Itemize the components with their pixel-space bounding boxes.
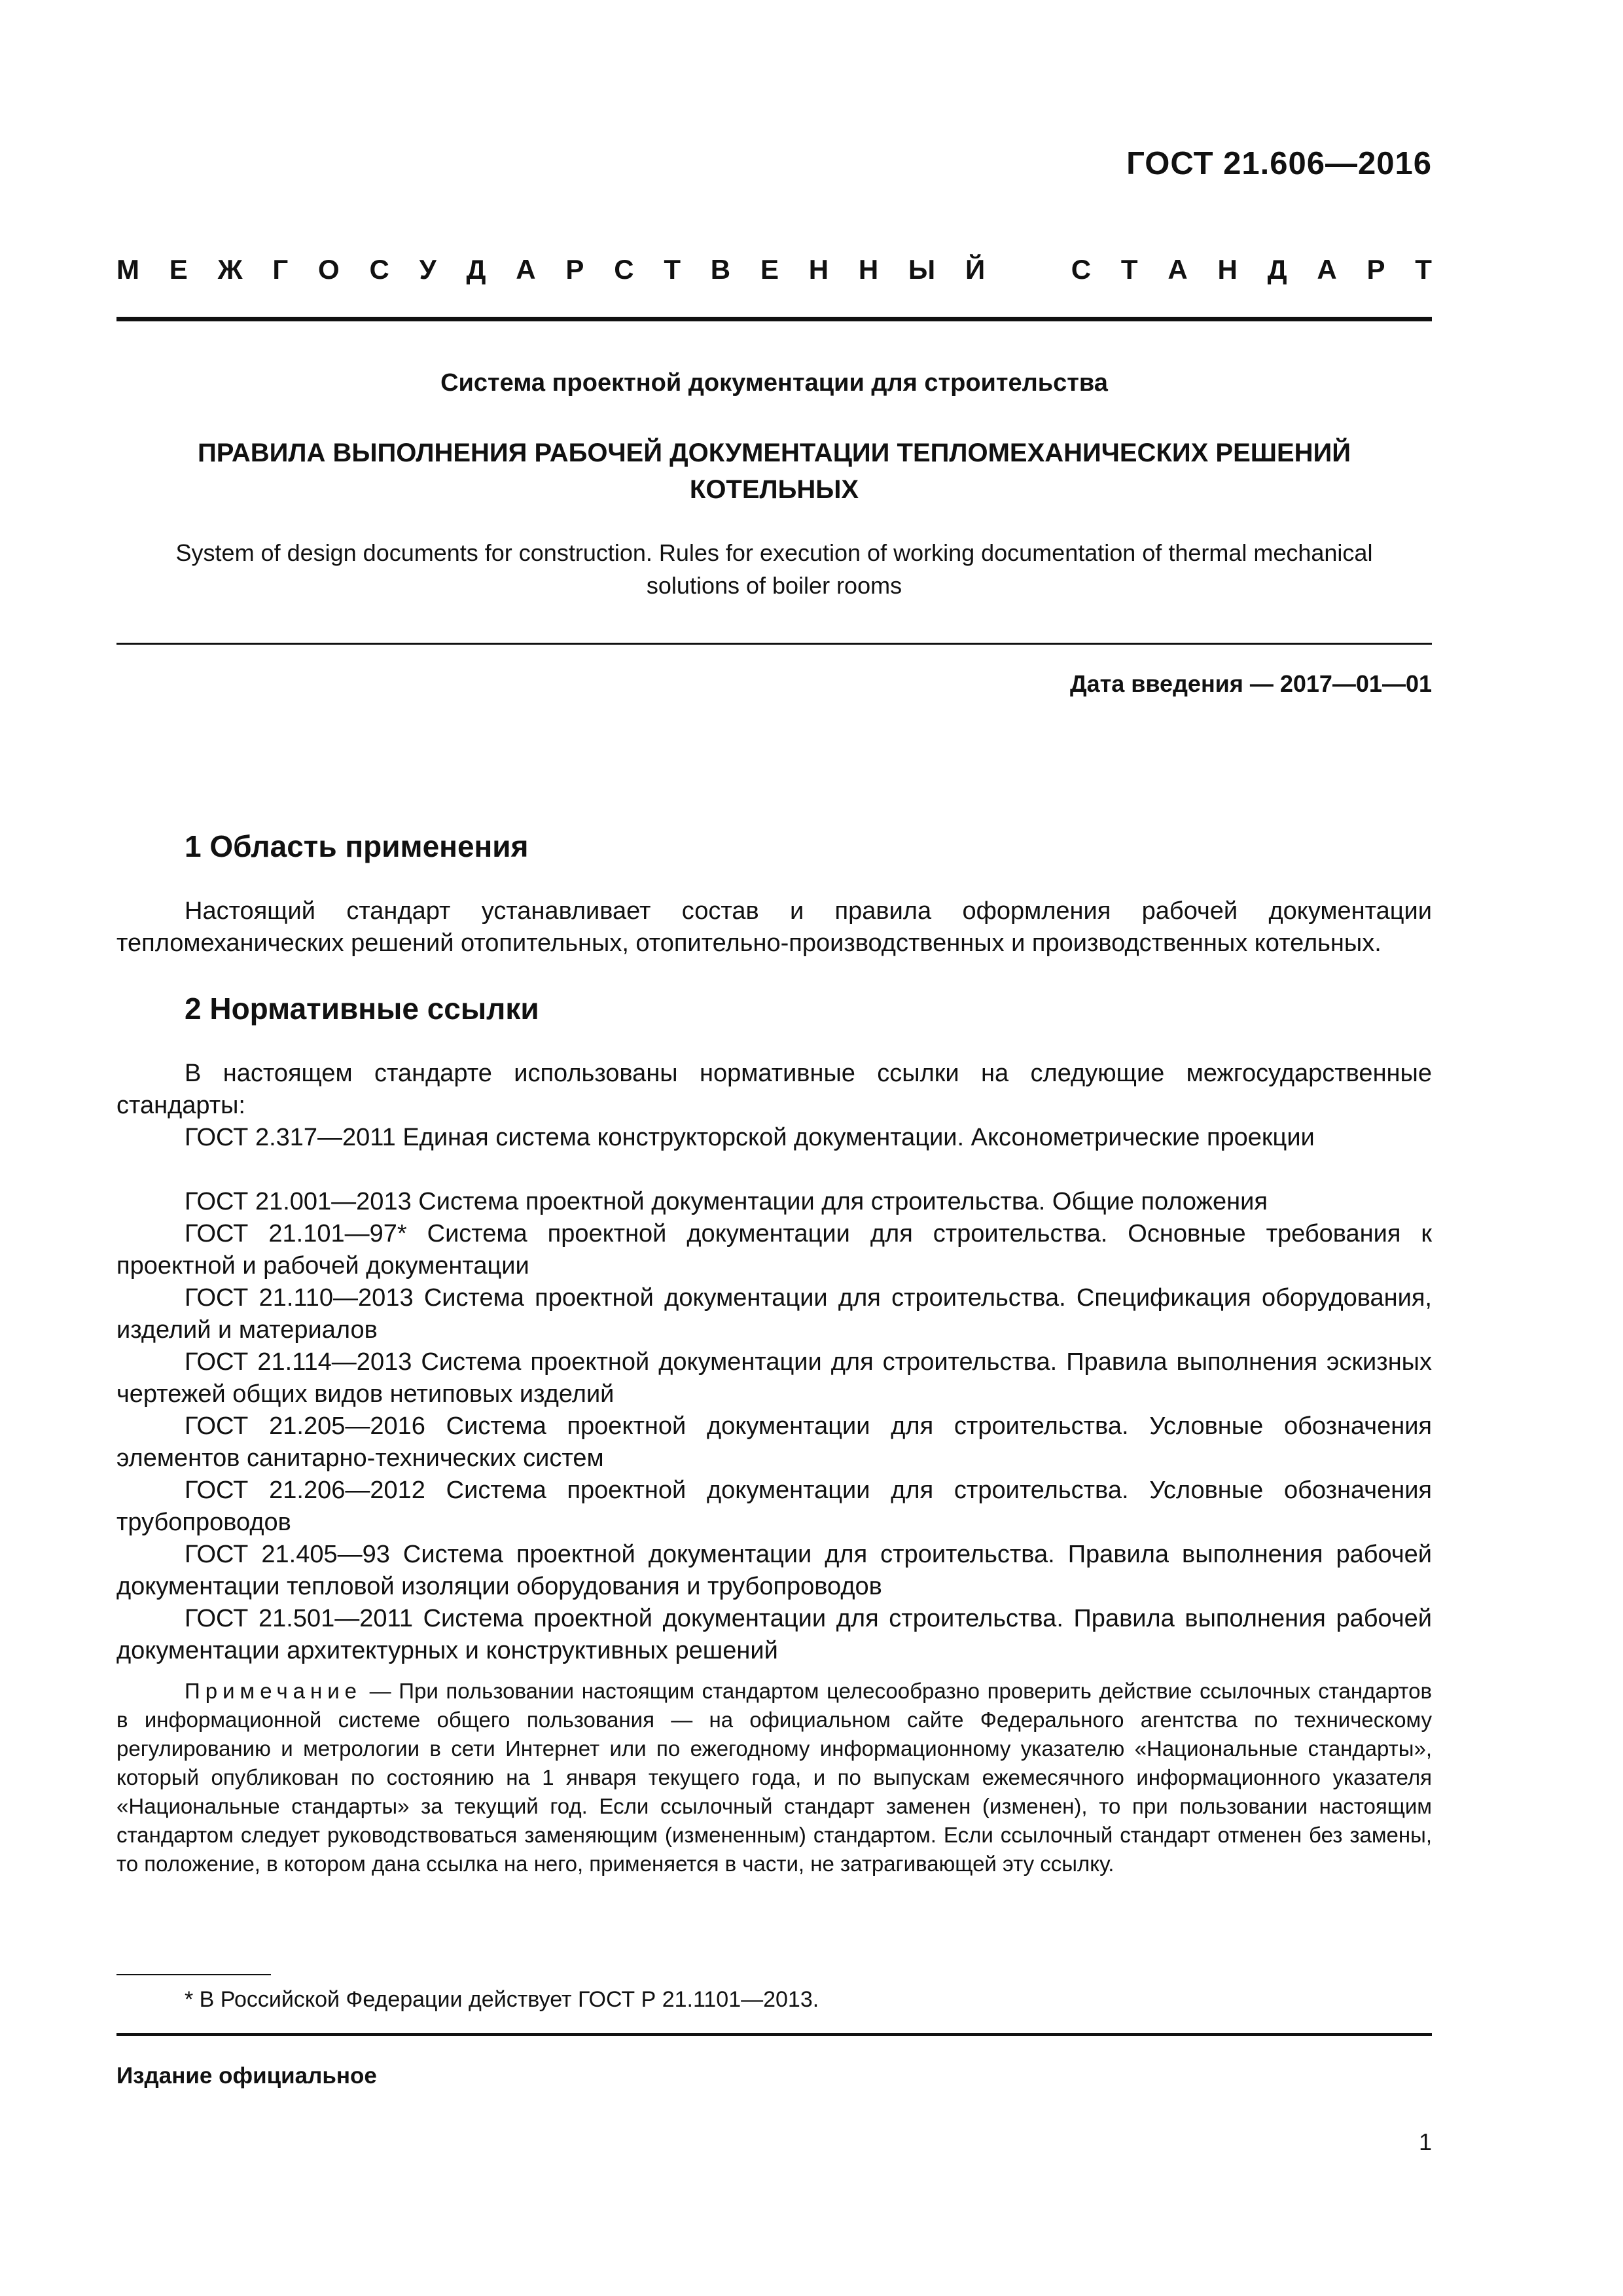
- reference-text: ГОСТ 21.205—2016 Система проектной документации для строительства. Условные обозначения элементов санитарно-технических систем: [116, 1412, 1432, 1472]
- reference-item: [116, 1475, 1432, 1539]
- type-letter: Д: [1267, 254, 1287, 285]
- type-letter: Ы: [908, 254, 936, 285]
- paragraph-text: Настоящий стандарт устанавливает состав и правила оформления рабочей документации тепломеханических решений отопительных, отопительно-производственных и производственных котельных.: [116, 897, 1432, 957]
- paragraph-text: В настоящем стандарте использованы нормативные ссылки на следующие межгосударственные стандарты:: [116, 1060, 1432, 1119]
- type-letter: О: [317, 254, 340, 285]
- type-letter: Р: [565, 254, 584, 285]
- reference-text: ГОСТ 21.206—2012 Система проектной документации для строительства. Условные обозначения трубопроводов: [116, 1477, 1432, 1536]
- page-number: 1: [1418, 2128, 1432, 2155]
- footnote: * В Российской Федерации действует ГОСТ Р 21.1101—2013.: [185, 1987, 819, 2012]
- note-label: Примечание: [185, 1679, 363, 1703]
- type-letter: С: [1071, 254, 1092, 285]
- main-title: [116, 435, 1432, 508]
- type-letter: Н: [858, 254, 879, 285]
- type-letter: Г: [272, 254, 289, 285]
- footer-rule: [116, 2033, 1432, 2036]
- reference-item: [116, 1218, 1432, 1282]
- reference-item: [116, 1122, 1432, 1154]
- reference-text: ГОСТ 21.405—93 Система проектной документации для строительства. Правила выполнения рабочей документации тепловой изоляции оборудования и трубопроводов: [116, 1541, 1432, 1600]
- header-rule: [116, 317, 1432, 321]
- reference-item: [116, 1186, 1432, 1218]
- type-letter: А: [1168, 254, 1188, 285]
- reference-text: ГОСТ 21.101—97* Система проектной документации для строительства. Основные требования к проектной и рабочей документации: [116, 1220, 1432, 1280]
- type-letter: У: [419, 254, 437, 285]
- reference-item: [116, 1282, 1432, 1346]
- document-code: ГОСТ 21.606—2016: [1126, 146, 1432, 181]
- type-letter: С: [614, 254, 634, 285]
- main-title-line: КОТЕЛЬНЫХ: [689, 475, 859, 504]
- reference-text: ГОСТ 21.110—2013 Система проектной документации для строительства. Спецификация оборудования, изделий и материалов: [116, 1284, 1432, 1344]
- system-title: Система проектной документации для строительства: [440, 369, 1108, 397]
- type-letter: Т: [664, 254, 681, 285]
- type-letter: Е: [760, 254, 779, 285]
- type-letter: С: [369, 254, 389, 285]
- reference-text: ГОСТ 2.317—2011 Единая система конструкторской документации. Аксонометрические проекции: [185, 1124, 1315, 1151]
- type-letter: Ж: [217, 254, 243, 285]
- section-2-heading: 2 Нормативные ссылки: [185, 992, 539, 1026]
- introduction-date: Дата введения — 2017—01—01: [1069, 670, 1432, 697]
- type-letter: Д: [466, 254, 486, 285]
- english-title: [116, 537, 1432, 602]
- english-title-line: solutions of boiler rooms: [646, 572, 902, 599]
- standard-type-header: [116, 254, 1432, 285]
- note-text: — При пользовании настоящим стандартом целесообразно проверить действие ссылочных стандартов в информационной системе общего пользования — на официальном сайте Федерального агентства по техническому регулированию и метрологии в сети Интернет или по ежегодному информационному указателю «Национальные стандарты», который опубликован по состоянию на 1 января текущего года, и по выпускам ежемесячного информационного указателя «Национальные стандарты» за текущий год. Если ссылочный стандарт заменен (изменен), то при пользовании настоящим стандартом следует руководствоваться заменяющим (измененным) стандартом. Если ссылочный стандарт отменен без замены, то положение, в котором дана ссылка на него, применяется в части, не затрагивающей эту ссылку.: [116, 1679, 1432, 1876]
- reference-item: [116, 1539, 1432, 1603]
- footnote-rule: [116, 1974, 271, 1975]
- type-letter: Т: [1120, 254, 1138, 285]
- word-gap: [1015, 254, 1041, 285]
- type-letter: Е: [169, 254, 188, 285]
- reference-item: [116, 1410, 1432, 1475]
- type-letter: Т: [1415, 254, 1432, 285]
- type-letter: Р: [1366, 254, 1385, 285]
- type-letter: В: [710, 254, 731, 285]
- main-title-line: ПРАВИЛА ВЫПОЛНЕНИЯ РАБОЧЕЙ ДОКУМЕНТАЦИИ ТЕПЛОМЕХАНИЧЕСКИХ РЕШЕНИЙ: [197, 439, 1351, 467]
- edition-label: Издание официальное: [116, 2063, 377, 2089]
- reference-text: ГОСТ 21.001—2013 Система проектной документации для строительства. Общие положения: [185, 1188, 1268, 1215]
- section-2-intro: [116, 1058, 1432, 1122]
- title-rule: [116, 643, 1432, 645]
- type-letter: Й: [965, 254, 986, 285]
- type-letter: Н: [1217, 254, 1238, 285]
- reference-text: ГОСТ 21.501—2011 Система проектной документации для строительства. Правила выполнения рабочей документации архитектурных и конструктивных решений: [116, 1605, 1432, 1664]
- reference-item: [116, 1346, 1432, 1410]
- note-block: [116, 1677, 1432, 1878]
- section-1-text: [116, 895, 1432, 960]
- type-letter: Н: [808, 254, 829, 285]
- reference-text: ГОСТ 21.114—2013 Система проектной документации для строительства. Правила выполнения эскизных чертежей общих видов нетиповых изделий: [116, 1348, 1432, 1408]
- type-letter: А: [516, 254, 536, 285]
- type-letter: А: [1317, 254, 1337, 285]
- section-1-heading: 1 Область применения: [185, 829, 529, 863]
- english-title-line: System of design documents for construction. Rules for execution of working documentation of thermal mechanical: [175, 539, 1373, 566]
- reference-item: [116, 1603, 1432, 1667]
- type-letter: М: [116, 254, 139, 285]
